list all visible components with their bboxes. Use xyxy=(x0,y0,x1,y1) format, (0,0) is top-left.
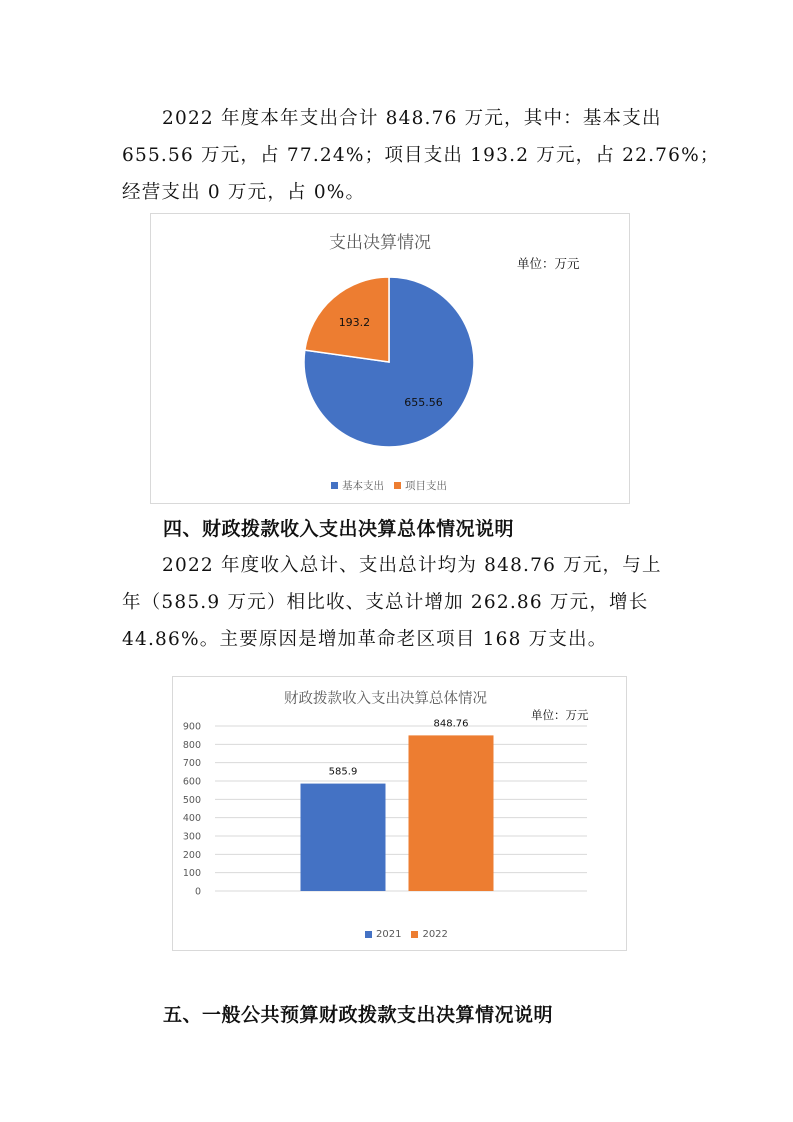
y-tick-label: 200 xyxy=(182,849,201,861)
y-tick-label: 500 xyxy=(182,794,201,806)
y-tick-label: 600 xyxy=(182,776,201,788)
y-tick-label: 400 xyxy=(182,813,201,825)
chart-title: 财政拨款收入支出决算总体情况 xyxy=(284,691,487,707)
legend-item-2021 xyxy=(365,929,401,940)
y-tick-label: 300 xyxy=(182,831,201,843)
legend-swatch xyxy=(331,482,338,489)
chart-title: 支出决算情况 xyxy=(329,233,431,253)
y-tick-label: 800 xyxy=(182,739,201,751)
paragraph-line: 经营支出 0 万元，占 0%。 xyxy=(122,182,366,203)
bar-legend xyxy=(365,929,458,940)
legend-label: 项目支出 xyxy=(405,480,447,492)
pie-data-label: 193.2 xyxy=(338,316,371,330)
legend-label: 2022 xyxy=(422,929,448,940)
paragraph-line: 2022 年度本年支出合计 848.76 万元，其中：基本支出 xyxy=(162,108,662,129)
paragraph-line: 2022 年度收入总计、支出总计均为 848.76 万元，与上 xyxy=(162,555,662,576)
paragraph-line: 年（585.9 万元）相比收、支总计增加 262.86 万元，增长 xyxy=(122,592,649,613)
unit-label: 单位：万元 xyxy=(517,256,580,271)
bar-data-label: 585.9 xyxy=(328,766,358,778)
legend-swatch xyxy=(394,482,401,489)
section-heading: 四、财政拨款收入支出决算总体情况说明 xyxy=(163,518,515,540)
section-heading: 五、一般公共预算财政拨款支出决算情况说明 xyxy=(163,1004,554,1026)
pie-plot xyxy=(151,214,629,503)
paragraph-line: 655.56 万元，占 77.24%；项目支出 193.2 万元，占 22.76%； xyxy=(122,145,720,166)
pie-data-label: 655.56 xyxy=(404,395,443,409)
bar-2021 xyxy=(301,784,386,891)
bar-data-label: 848.76 xyxy=(433,718,469,730)
legend-swatch xyxy=(411,931,418,938)
bar-2022 xyxy=(409,735,494,891)
legend-item-project xyxy=(394,478,447,493)
legend-item-basic xyxy=(331,478,384,493)
y-tick-label: 100 xyxy=(182,868,201,880)
unit-label: 单位：万元 xyxy=(531,708,589,722)
paragraph-line: 44.86%。主要原因是增加革命老区项目 168 万支出。 xyxy=(122,629,608,650)
bar-plot xyxy=(173,677,626,950)
legend-item-2022 xyxy=(411,929,447,940)
expenditure-pie-chart xyxy=(150,213,630,504)
legend-swatch xyxy=(365,931,372,938)
y-tick-label: 0 xyxy=(194,886,201,898)
y-tick-label: 900 xyxy=(182,721,201,733)
fiscal-bar-chart xyxy=(172,676,627,951)
pie-legend xyxy=(331,478,457,493)
y-tick-label: 700 xyxy=(182,758,201,770)
legend-label: 2021 xyxy=(376,929,402,940)
legend-label: 基本支出 xyxy=(342,480,384,492)
